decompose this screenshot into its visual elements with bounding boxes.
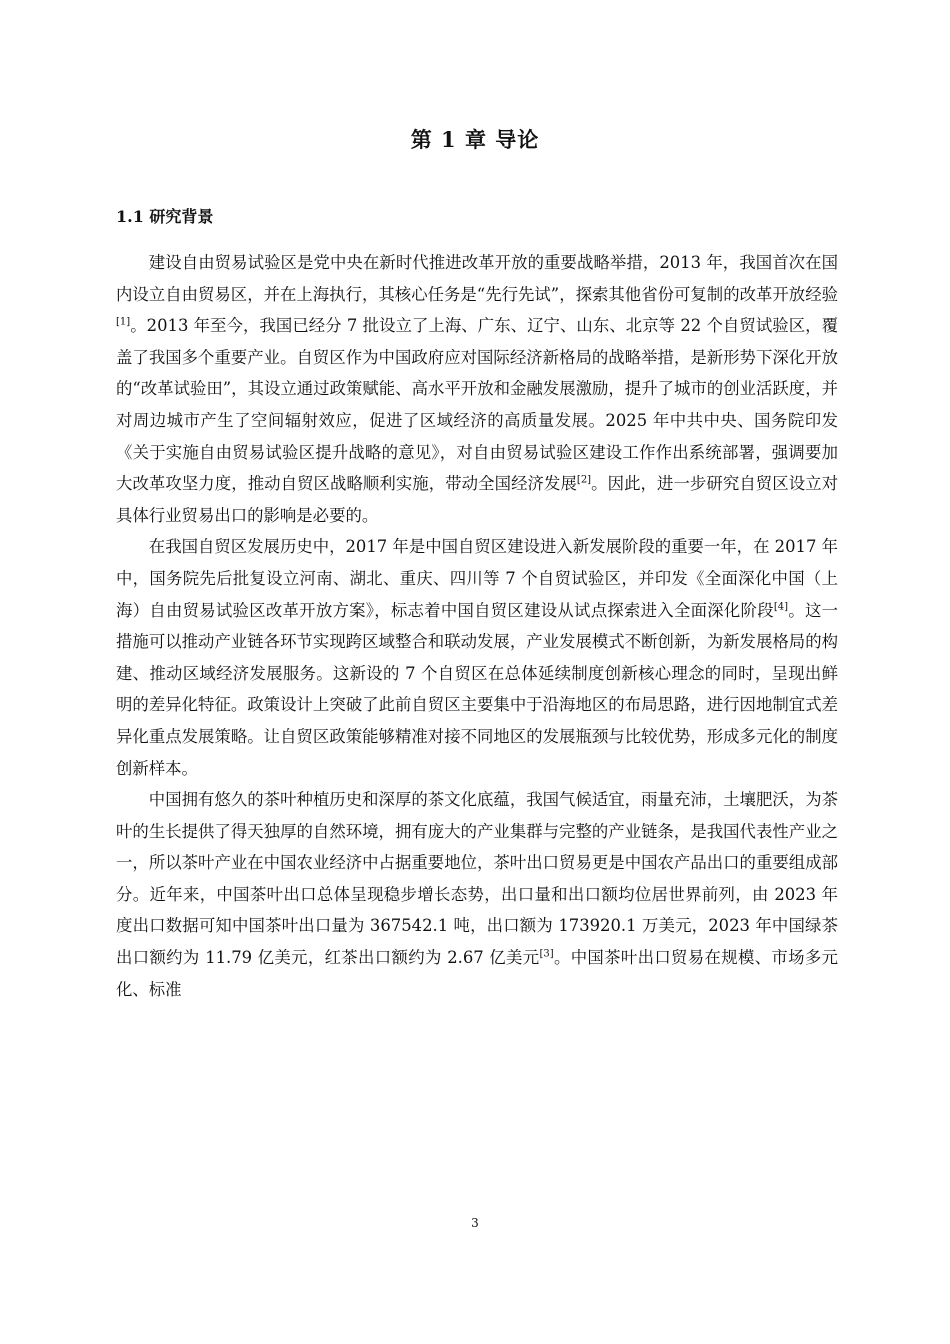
paragraph-text: 。中国茶叶出口贸易在规模、市场多元化、标准 <box>116 948 839 999</box>
citation-ref: [1] <box>116 316 131 328</box>
paragraph-text: 。因此，进一步研究自贸区设立对具体行业贸易出口的影响是必要的。 <box>116 474 839 525</box>
page-number: 3 <box>471 1216 479 1230</box>
paragraph-text: 在我国自贸区发展历史中，2017 年是中国自贸区建设进入新发展阶段的重要一年，在 2017 年中，国务院先后批复设立河南、湖北、重庆、四川等 7 个自贸试验区，并印发《全面深化中国（上海）自由贸易试验区改革开放方案》，标志着中国自贸区建设从试点探索进入全面深化阶段 <box>116 537 838 620</box>
citation-ref: [4] <box>773 601 789 613</box>
citation-ref: [3] <box>539 948 554 960</box>
body-text <box>116 247 838 1005</box>
paragraph-text: 建设自由贸易试验区是党中央在新时代推进改革开放的重要战略举措，2013 年，我国首次在国内设立自由贸易区，并在上海执行，其核心任务是“先行先试”，探索其他省份可复制的改革开放经验 <box>116 253 838 304</box>
paragraph <box>116 247 838 531</box>
paragraph-text: 。2013 年至今，我国已经分 7 批设立了上海、广东、辽宁、山东、北京等 22 个自贸试验区，覆盖了我国多个重要产业。自贸区作为中国政府应对国际经济新格局的战略举措，是新形势下深化开放的“改革试验田”，其设立通过政策赋能、高水平开放和金融发展激励，提升了城市的创业活跃度，并对周边城市产生了空间辐射效应，促进了区域经济的高质量发展。2025 年中共中央、国务院印发《关于实施自由贸易试验区提升战略的意见》，对自由贸易试验区建设工作作出系统部署，强调要加大改革攻坚力度，推动自贸区战略顺利实施，带动全国经济发展 <box>116 316 838 494</box>
paragraph <box>116 531 838 784</box>
paragraph-text: 。这一措施可以推动产业链各环节实现跨区域整合和联动发展，产业发展模式不断创新，为新发展格局的构建、推动区域经济发展服务。这新设的 7 个自贸区在总体延续制度创新核心理念的同时，呈现出鲜明的差异化特征。政策设计上突破了此前自贸区主要集中于沿海地区的布局思路，进行因地制宜式差异化重点发展策略。让自贸区政策能够精准对接不同地区的发展瓶颈与比较优势，形成多元化的制度创新样本。 <box>116 600 838 778</box>
section-heading: 1.1 研究背景 <box>116 207 214 226</box>
paragraph-text: 中国拥有悠久的茶叶种植历史和深厚的茶文化底蕴，我国气候适宜，雨量充沛，土壤肥沃，为茶叶的生长提供了得天独厚的自然环境，拥有庞大的产业集群与完整的产业链条，是我国代表性产业之一，所以茶叶产业在中国农业经济中占据重要地位，茶叶出口贸易更是中国农产品出口的重要组成部分。近年来，中国茶叶出口总体呈现稳步增长态势，出口量和出口额均位居世界前列，由 2023 年度出口数据可知中国茶叶出口量为 367542.1 吨，出口额为 173920.1 万美元，2023 年中国绿茶出口额约为 11.79 亿美元，红茶出口额约为 2.67 亿美元 <box>116 790 838 968</box>
citation-ref: [2] <box>576 474 592 486</box>
chapter-title: 第 1 章 导论 <box>410 127 540 152</box>
paragraph <box>116 784 838 1005</box>
